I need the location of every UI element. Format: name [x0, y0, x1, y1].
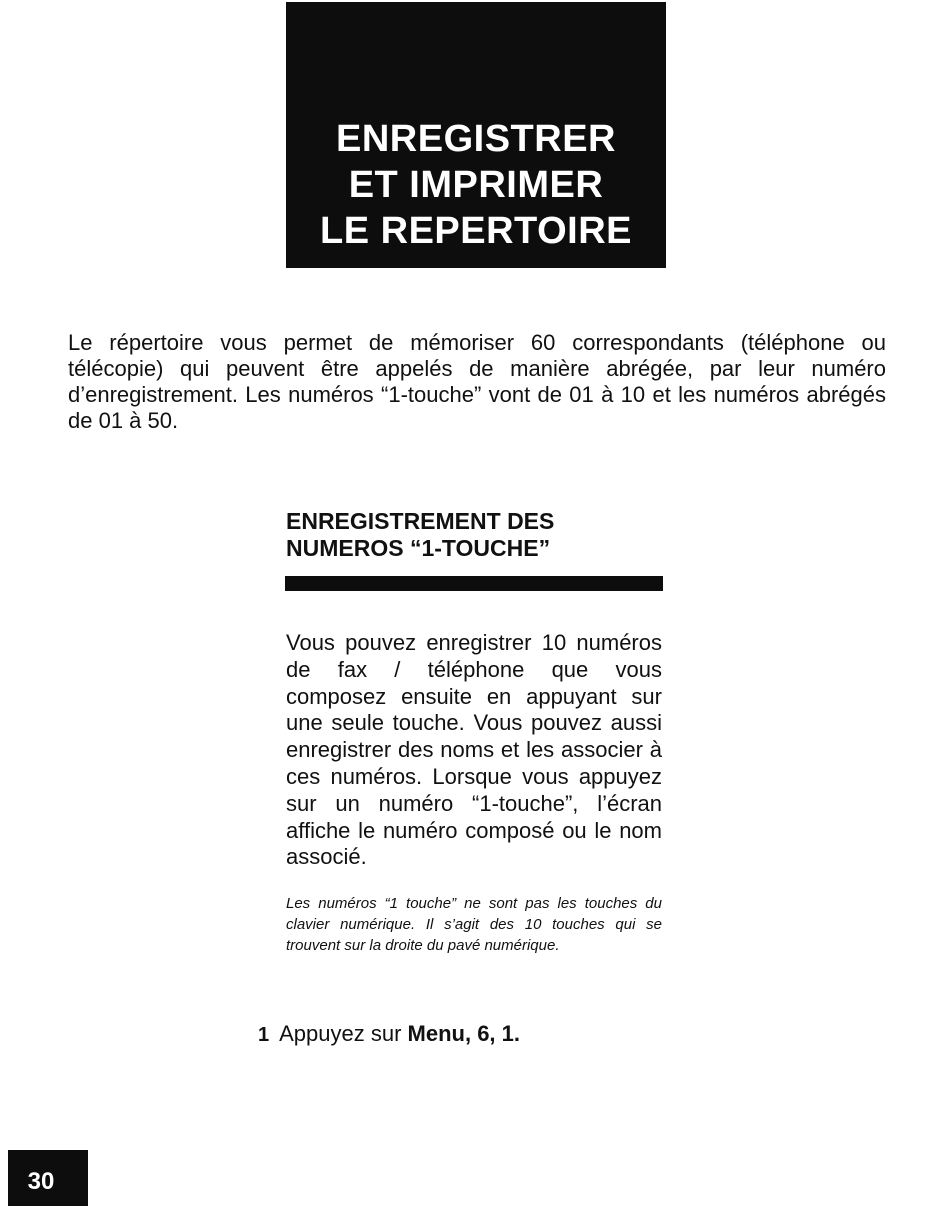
step-number: 1 — [258, 1024, 270, 1046]
step-1 — [258, 1020, 520, 1049]
section-note: Les numéros “1 touche” ne sont pas les touches du clavier numérique. Il s’agit des 10 touches qui se trouvent sur la droite du pavé numérique. — [286, 895, 662, 954]
chapter-title-line-1: ENREGISTRER — [336, 118, 616, 160]
intro-paragraph: Le répertoire vous permet de mémoriser 60 correspondants (téléphone ou télécopie) qui peuvent être appelés de manière abrégée, par leur numéro d’enregistrement. Les numéros “1-touche” vont de 01 à 10 et les numéros abrégés de 01 à 50. — [68, 330, 886, 433]
section-heading — [286, 508, 666, 562]
section-heading-line-2: NUMEROS “1-TOUCHE” — [286, 535, 551, 561]
section-body-paragraph: Vous pouvez enregistrer 10 numéros de fax / téléphone que vous composez ensuite en appuyant sur une seule touche. Vous pouvez aussi enregistrer des noms et les associer à ces numéros. Lorsque vous appuyez sur un numéro “1-touche”, l’écran affiche le numéro composé ou le nom associé. — [286, 630, 662, 870]
step-keys: Menu, 6, 1. — [407, 1021, 521, 1046]
chapter-title-block — [286, 2, 666, 268]
page-number-tab — [8, 1150, 88, 1206]
chapter-title-line-2: ET IMPRIMER — [348, 164, 604, 206]
chapter-title — [286, 116, 666, 254]
section-divider-bar — [285, 576, 663, 591]
step-text: Appuyez sur — [279, 1021, 408, 1046]
chapter-title-line-3: LE REPERTOIRE — [320, 210, 632, 252]
page-number: 30 — [27, 1168, 55, 1195]
section-heading-line-1: ENREGISTREMENT DES — [286, 508, 555, 534]
